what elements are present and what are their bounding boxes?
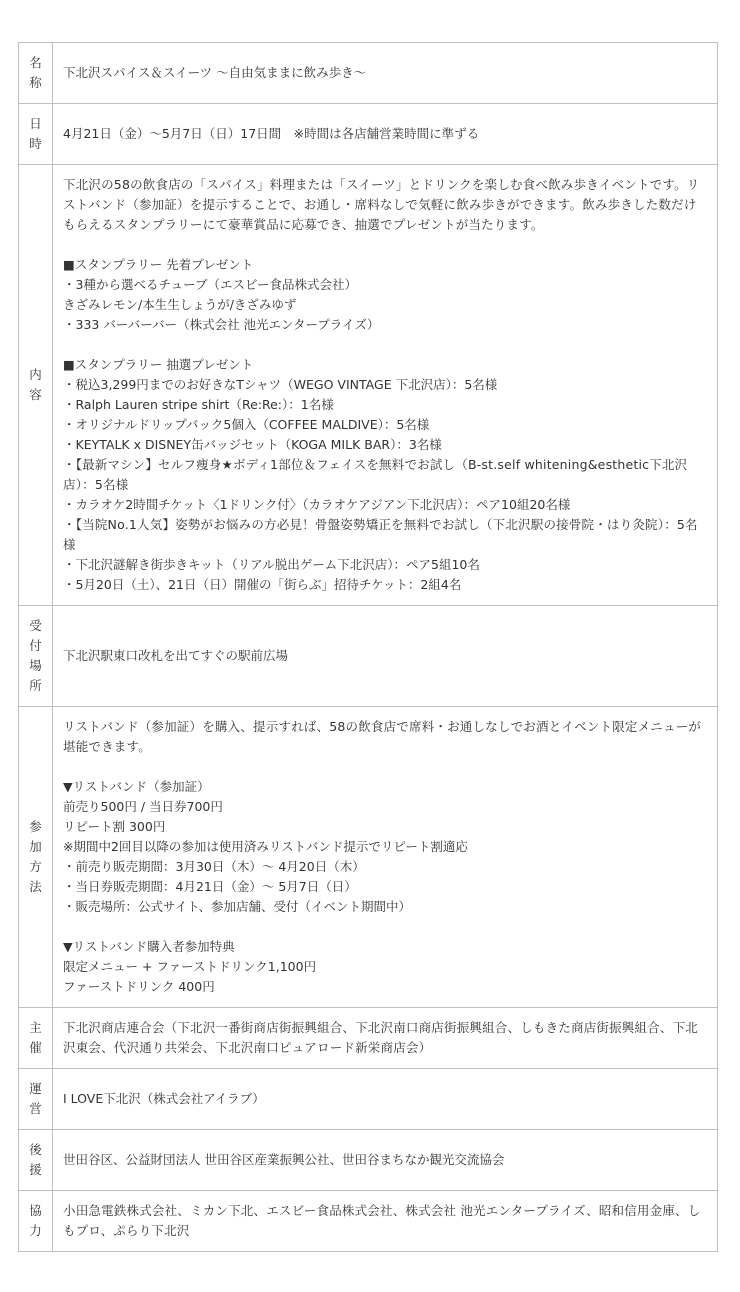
row-participation: [19, 707, 718, 1008]
wristband-item: リピート割 300円: [63, 819, 166, 834]
support-text: 世田谷区、公益財団法人 世田谷区産業振興公社、世田谷まちなか観光交流協会: [63, 1152, 505, 1167]
label-char: 主: [29, 1020, 42, 1035]
lottery-prize-item: ・Ralph Lauren stripe shirt（Re:Re:）：1名様: [63, 397, 334, 412]
label-cooperation: [19, 1191, 53, 1252]
event-date-text: 4月21日（金）〜5月7日（日）17日間 ※時間は各店舗営業時間に準ずる: [63, 126, 480, 141]
label-char: 所: [29, 678, 42, 693]
label-char: 加: [29, 839, 42, 854]
label-char: 法: [29, 879, 42, 894]
label-char: 名: [29, 55, 42, 70]
label-participation: [19, 707, 53, 1008]
row-name: [19, 43, 718, 104]
value-reception: [53, 606, 718, 707]
event-name-text: 下北沢スパイス＆スイーツ 〜自由気ままに飲み歩き〜: [63, 65, 367, 80]
label-operation: [19, 1069, 53, 1130]
label-content: [19, 165, 53, 606]
row-support: [19, 1130, 718, 1191]
lottery-prize-item: ・税込3,299円までのお好きなTシャツ（WEGO VINTAGE 下北沢店）：5名様: [63, 377, 498, 392]
label-char: 運: [29, 1081, 42, 1096]
label-char: 容: [29, 387, 42, 402]
organizer-text: 下北沢商店連合会（下北沢一番街商店街振興組合、下北沢南口商店街振興組合、しもきた商店街振興組合、下北沢東会、代沢通り共栄会、下北沢南口ピュアロード新栄商店会）: [63, 1020, 699, 1055]
label-char: 称: [29, 75, 42, 90]
label-char: 方: [29, 859, 42, 874]
row-organizer: [19, 1008, 718, 1069]
value-date: [53, 104, 718, 165]
label-char: 後: [29, 1142, 42, 1157]
first-prize-item: ・333 バーバーバー（株式会社 池光エンタープライズ）: [63, 317, 380, 332]
spacer: [63, 757, 707, 777]
reception-text: 下北沢駅東口改札を出てすぐの駅前広場: [63, 648, 289, 663]
lottery-prize-item: ・【当院No.1人気】姿勢がお悩みの方必見！骨盤姿勢矯正を無料でお試し（下北沢駅の接骨院・はり灸院）：5名様: [63, 517, 698, 552]
value-organizer: [53, 1008, 718, 1069]
value-name: [53, 43, 718, 104]
label-char: 受: [29, 618, 42, 633]
value-content: [53, 165, 718, 606]
operation-text: I LOVE下北沢（株式会社アイラブ）: [63, 1091, 265, 1106]
label-char: 日: [29, 116, 42, 131]
row-cooperation: [19, 1191, 718, 1252]
label-char: 営: [29, 1101, 42, 1116]
label-char: 場: [29, 658, 42, 673]
first-prize-item: きざみレモン/本生生しょうが/きざみゆず: [63, 297, 297, 312]
first-prize-heading: ■スタンプラリー 先着プレゼント: [63, 257, 254, 272]
row-reception: [19, 606, 718, 707]
lottery-prize-item: ・KEYTALK x DISNEY缶バッジセット（KOGA MILK BAR）：3名様: [63, 437, 442, 452]
lottery-prize-item: ・オリジナルドリップバック5個入（COFFEE MALDIVE）：5名様: [63, 417, 430, 432]
label-char: 付: [29, 638, 42, 653]
benefit-heading: ▼リストバンド購入者参加特典: [63, 939, 235, 954]
wristband-item: ・前売り販売期間：3月30日（木）〜 4月20日（木）: [63, 859, 365, 874]
spacer: [63, 335, 707, 355]
label-char: 内: [29, 367, 42, 382]
wristband-heading: ▼リストバンド（参加証）: [63, 779, 210, 794]
label-organizer: [19, 1008, 53, 1069]
content-intro: 下北沢の58の飲食店の「スパイス」料理または「スイーツ」とドリンクを楽しむ食べ飲み歩きイベントです。リストバンド（参加証）を提示することで、お通し・席料なしで気軽に飲み歩きができます。飲み歩きした数だけもらえるスタンプラリーにて豪華賞品に応募でき、抽選でプレゼントが当たります。: [63, 177, 700, 232]
label-char: 催: [29, 1040, 42, 1055]
label-reception: [19, 606, 53, 707]
value-support: [53, 1130, 718, 1191]
wristband-item: ・販売場所：公式サイト、参加店舗、受付（イベント期間中）: [63, 899, 412, 914]
lottery-prize-heading: ■スタンプラリー 抽選プレゼント: [63, 357, 254, 372]
wristband-item: 前売り500円 / 当日券700円: [63, 799, 223, 814]
spacer: [63, 917, 707, 937]
row-content: [19, 165, 718, 606]
label-char: 協: [29, 1203, 42, 1218]
value-cooperation: [53, 1191, 718, 1252]
wristband-item: ※期間中2回目以降の参加は使用済みリストバンド提示でリピート割適応: [63, 839, 468, 854]
row-date: [19, 104, 718, 165]
benefit-item: ファーストドリンク 400円: [63, 979, 215, 994]
row-operation: [19, 1069, 718, 1130]
event-info-table: [18, 42, 718, 1252]
value-participation: [53, 707, 718, 1008]
label-name: [19, 43, 53, 104]
label-date: [19, 104, 53, 165]
participation-intro: リストバンド（参加証）を購入、提示すれば、58の飲食店で席料・お通しなしでお酒とイベント限定メニューが堪能できます。: [63, 719, 702, 754]
label-char: 援: [29, 1162, 42, 1177]
lottery-prize-item: ・下北沢謎解き街歩きキット（リアル脱出ゲーム下北沢店）：ペア5組10名: [63, 557, 480, 572]
value-operation: [53, 1069, 718, 1130]
label-char: 時: [29, 136, 42, 151]
wristband-item: ・当日券販売期間：4月21日（金）〜 5月7日（日）: [63, 879, 357, 894]
label-support: [19, 1130, 53, 1191]
cooperation-text: 小田急電鉄株式会社、ミカン下北、エスビー食品株式会社、株式会社 池光エンタープライズ、昭和信用金庫、しもプロ、ぷらり下北沢: [63, 1203, 701, 1238]
lottery-prize-item: ・5月20日（土）、21日（日）開催の「街らぶ」招待チケット：2組4名: [63, 577, 462, 592]
first-prize-item: ・3種から選べるチューブ（エスビー食品株式会社）: [63, 277, 357, 292]
lottery-prize-item: ・【最新マシン】セルフ痩身★ボディ1部位＆フェイスを無料でお試し（B-st.self whitening&esthetic下北沢店）：5名様: [63, 457, 688, 492]
lottery-prize-item: ・カラオケ2時間チケット〈1ドリンク付〉（カラオケアジアン下北沢店）：ペア10組20名様: [63, 497, 571, 512]
benefit-item: 限定メニュー + ファーストドリンク1,100円: [63, 959, 317, 974]
spacer: [63, 235, 707, 255]
label-char: 参: [29, 819, 42, 834]
label-char: 力: [29, 1223, 42, 1238]
